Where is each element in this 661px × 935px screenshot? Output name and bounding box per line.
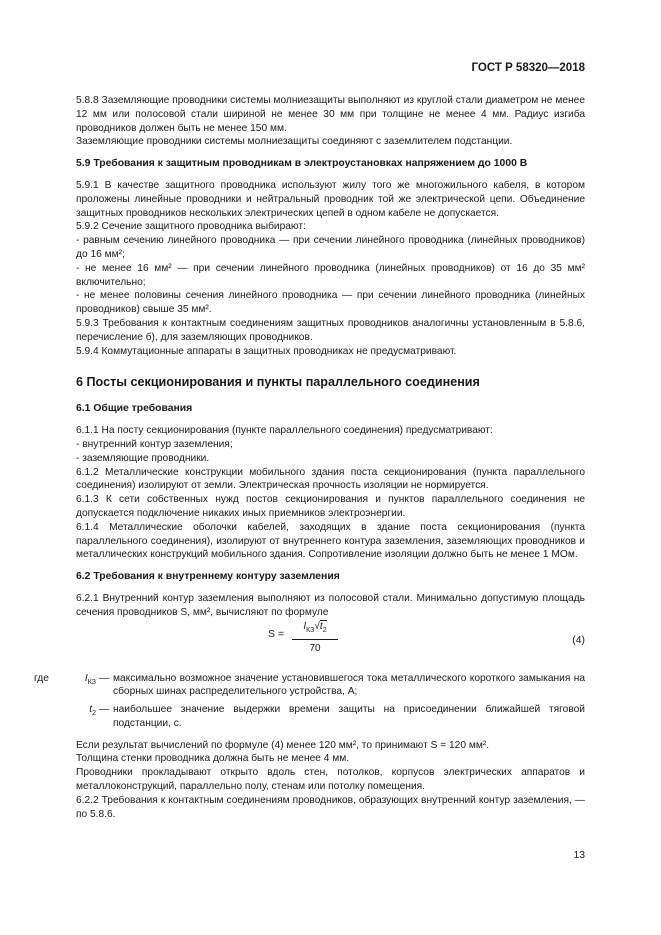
subsection-heading: 5.9 Требования к защитным проводникам в электроустановках напряжением до 1000 В bbox=[76, 158, 528, 170]
formula-current-subscript: КЗ bbox=[306, 626, 315, 634]
list-item: - заземляющие проводники. bbox=[76, 452, 210, 464]
list-item: - равным сечению линейного проводника — при сечении линейного проводника (линейных проводников) до 16 мм²; bbox=[76, 235, 585, 260]
paragraph: 5.9.1 В качестве защитного проводника используют жилу того же многожильного кабеля, в котором проложены линейные проводники и нейтральный проводник той же электрической цепи. Объединение защитных проводников нескольких электрических цепей в одном кабеле не допускается. bbox=[76, 179, 585, 219]
legend-lead: где bbox=[34, 672, 49, 684]
paragraph: 5.8.8 Заземляющие проводники системы молниезащиты выполняют из круглой стали диаметром не менее 12 мм или полосовой стали шириной не менее 30 мм при толщине не менее 4 мм. Радиус изгиба проводников должен быть не менее 150 мм. bbox=[76, 95, 585, 134]
paragraph: 5.9.4 Коммутационные аппараты в защитных проводниках не предусматривают. bbox=[76, 345, 457, 357]
formula-fraction bbox=[292, 620, 338, 657]
formula-4 bbox=[76, 620, 585, 672]
paragraph: Проводники прокладывают открыто вдоль стен, потолков, корпусов электрических аппаратов и металлоконструкций, параллельно полу, стенам или потолку помещения. bbox=[76, 767, 585, 793]
paragraph: 6.2.2 Требования к контактным соединениям проводников, образующих внутренний контур заземления, — по 5.8.6. bbox=[76, 794, 585, 820]
paragraph: 6.1.4 Металлические оболочки кабелей, заходящих в здание поста секционирования (пункта параллельного соединения), изолируют от внутреннего контура заземления, заземляющих проводников и металлических конструкций мобильного здания. Сопротивление изоляции должно быть не менее 1 МОм. bbox=[76, 521, 585, 561]
paragraph: 5.9.3 Требования к контактным соединениям защитных проводников аналогичны установленным в 5.8.6, перечисление б), для заземляющих проводников. bbox=[76, 317, 585, 343]
list-item: - не менее 16 мм² — при сечении линейного проводника (линейных проводников) от 16 до 35 мм² включительно; bbox=[76, 262, 585, 288]
list-item: - не менее половины сечения линейного проводника — при сечении линейного проводника (линейных проводников) свыше 35 мм². bbox=[76, 290, 585, 316]
document-code: ГОСТ Р 58320—2018 bbox=[471, 62, 585, 74]
paragraph: 6.2.1 Внутренний контур заземления выполняют из полосовой стали. Минимально допустимую площадь сечения проводников S, мм², вычисляют по формуле bbox=[76, 592, 585, 618]
legend-symbol: $t_2$ bbox=[89, 704, 96, 718]
paragraph: Толщина стенки проводника должна быть не менее 4 мм. bbox=[76, 753, 350, 765]
formula-denominator: 70 bbox=[309, 643, 321, 655]
formula-numerator bbox=[292, 620, 338, 641]
formula-legend bbox=[34, 672, 585, 731]
text-blocks bbox=[76, 94, 585, 620]
legend-text: наибольшее значение выдержки времени защиты на присоединении ближайшей тяговой подстанции, с. bbox=[113, 704, 585, 729]
legend-text: максимально возможное значение установившегося тока металлического короткого замыкания на сборных шинах распределительного устройства, А; bbox=[113, 672, 585, 698]
legend-row bbox=[34, 703, 585, 731]
section-heading: 6 Посты секционирования и пункты параллельного соединения bbox=[76, 375, 480, 390]
legend-dash: — bbox=[99, 704, 110, 716]
formula-number: (4) bbox=[572, 634, 585, 646]
paragraph: 6.1.2 Металлические конструкции мобильного здания поста секционирования (пункта параллельного соединения) изолируют от земли. Электрическая прочность изоляции не нормируется. bbox=[76, 466, 585, 492]
formula-time-subscript: 2 bbox=[322, 626, 327, 634]
page-content bbox=[34, 94, 585, 821]
paragraph: Заземляющие проводники системы молниезащиты соединяют с заземлителем подстанции. bbox=[76, 136, 513, 148]
legend-symbol: $I_{КЗ}$ bbox=[84, 672, 96, 686]
after-formula-blocks bbox=[76, 739, 585, 822]
formula-lhs: S = bbox=[268, 628, 284, 640]
paragraph: 5.9.2 Сечение защитного проводника выбирают: bbox=[76, 221, 306, 233]
paragraph: 6.1.1 На посту секционирования (пункте параллельного соединения) предусматривают: bbox=[76, 425, 493, 437]
subsection-heading: 6.1 Общие требования bbox=[76, 403, 193, 415]
paragraph: 6.1.3 К сети собственных нужд постов секционирования и пунктов параллельного соединения не допускается подключение никаких иных приемников электроэнергии. bbox=[76, 494, 585, 519]
subsection-heading: 6.2 Требования к внутреннему контуру заземления bbox=[76, 571, 340, 583]
list-item: - внутренний контур заземления; bbox=[76, 438, 233, 450]
sqrt-icon: √ bbox=[314, 620, 320, 632]
legend-dash: — bbox=[99, 672, 110, 684]
paragraph: Если результат вычислений по формуле (4) менее 120 мм², то принимают S = 120 мм². bbox=[76, 739, 490, 751]
formula-current-symbol: I bbox=[303, 620, 307, 632]
page-number: 13 bbox=[573, 850, 585, 861]
legend-row bbox=[34, 672, 585, 700]
formula-time-symbol: t bbox=[319, 620, 323, 632]
